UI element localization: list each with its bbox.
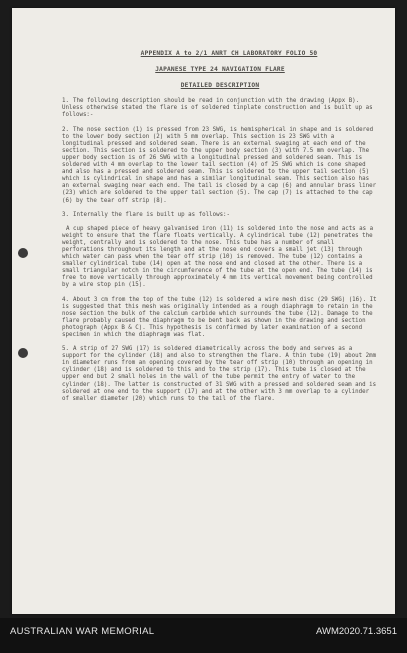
paragraph bbox=[62, 212, 378, 219]
appendix-heading: APPENDIX A to 2/1 ANRT CH LABORATORY FOLIO 50 bbox=[140, 50, 318, 57]
paragraph bbox=[62, 226, 378, 290]
archive-footer bbox=[0, 618, 407, 653]
title-heading: JAPANESE TYPE 24 NAVIGATION FLARE bbox=[155, 66, 285, 74]
paragraph-number: 5. bbox=[62, 346, 69, 353]
paragraph bbox=[62, 297, 378, 340]
paragraph bbox=[62, 98, 378, 119]
paragraph-number: 4. bbox=[62, 296, 69, 303]
paragraph-text: A strip of 27 SWG (17) is soldered diametrically across the body and serves as a support for the cylinder (18) and also to strengthen the flare. A thin tube (19) about 2mm in diameter runs from an opening covered by the tear off strip (10) through an opening in cylinder (18) and is soldered to this and to the strip (17). This tube is closed at the upper end but 2 small holes in the wall of the tube permit the entry of water to the cylinder (18). The latter is constructed of 31 SWG with a pressed and soldered seam and is soldered at one end to the support (17) and at the other with 3 mm overlap to a cylinder of smaller diameter (20) which runs to the tail of the flare. bbox=[62, 346, 377, 402]
paragraph-number: 1. bbox=[62, 98, 69, 105]
punch-hole bbox=[18, 248, 28, 258]
paragraph bbox=[62, 346, 378, 403]
institution-name: AUSTRALIAN WAR MEMORIAL bbox=[10, 626, 155, 637]
paragraph-text: A cup shaped piece of heavy galvanised iron (11) is soldered into the nose and acts as a weight to ensure that the flare floats vertically. A cylindrical tube (12) penetrates the weight, centrally and is soldered to the nose. This tube has a number of small perforations throughout its length and at the nose end covers a small jet (13) through which water can pass when the tear off strip (10) is removed. The tube (12) contains a smaller cylindrical tube (14) open at the nose end and closed at the other. There is a small triangular notch in the circumference of the tube at the open end. The tube (14) is free to move vertically through approximately 4 mm its vertical movement being controlled by a wire stop pin (15). bbox=[62, 225, 374, 289]
paragraph-text: Internally the flare is built up as follows:- bbox=[72, 211, 231, 218]
paragraph-text: The following description should be read in conjunction with the drawing (Appx B). Unless otherwise stated the flare is of soldered tinplate construction and is built up as follows:- bbox=[62, 98, 373, 119]
document-body bbox=[62, 50, 378, 410]
paragraph bbox=[62, 127, 378, 205]
accession-number: AWM2020.71.3651 bbox=[316, 626, 397, 637]
subtitle-heading: DETAILED DESCRIPTION bbox=[180, 82, 260, 90]
paragraph-text: The nose section (1) is pressed from 23 SWG, is hemispherical in shape and is soldered to the lower body section (2) with 5 mm overlap. This section is 23 SWG with a longitudinal pressed and soldered seam. There is an external swaging at each end of the section. This section is soldered to the upper body section (3) with 7.5 mm overlap. The upper body section is of 26 SWG with a longitudinal pressed and soldered seam. This is soldered with 4 mm overlap to the lower tail section (4) of 25 SWG which is cone shaped and also has a pressed and soldered seam. This is soldered to the upper tail section (5) which is cylindrical in shape and has a similar longitudinal seam. This section also has an external swaging near each end. The tail is closed by a cap (6) and annular brass liner (23) which are soldered to the upper tail section (5). The cap (7) is attached to the cap (6) by the tear off strip (8). bbox=[62, 126, 377, 204]
punch-hole bbox=[18, 348, 28, 358]
paragraph-number: 3. bbox=[62, 211, 69, 218]
document-page bbox=[12, 8, 395, 614]
paragraph-text: About 3 cm from the top of the tube (12) is soldered a wire mesh disc (29 SWG) (16). It is suggested that this mesh was originally intended as a rough diaphragm to retain in the nose section the bulk of the calcium carbide which surrounds the tube (12). Damage to the flare probably caused the diaphragm to be bent back as shown in the drawing and section photograph (Appx B & C). This hypothesis is confirmed by later examination of a second specimen in which the diaphragm was flat. bbox=[62, 296, 377, 338]
paragraph-number: 2. bbox=[62, 126, 69, 133]
